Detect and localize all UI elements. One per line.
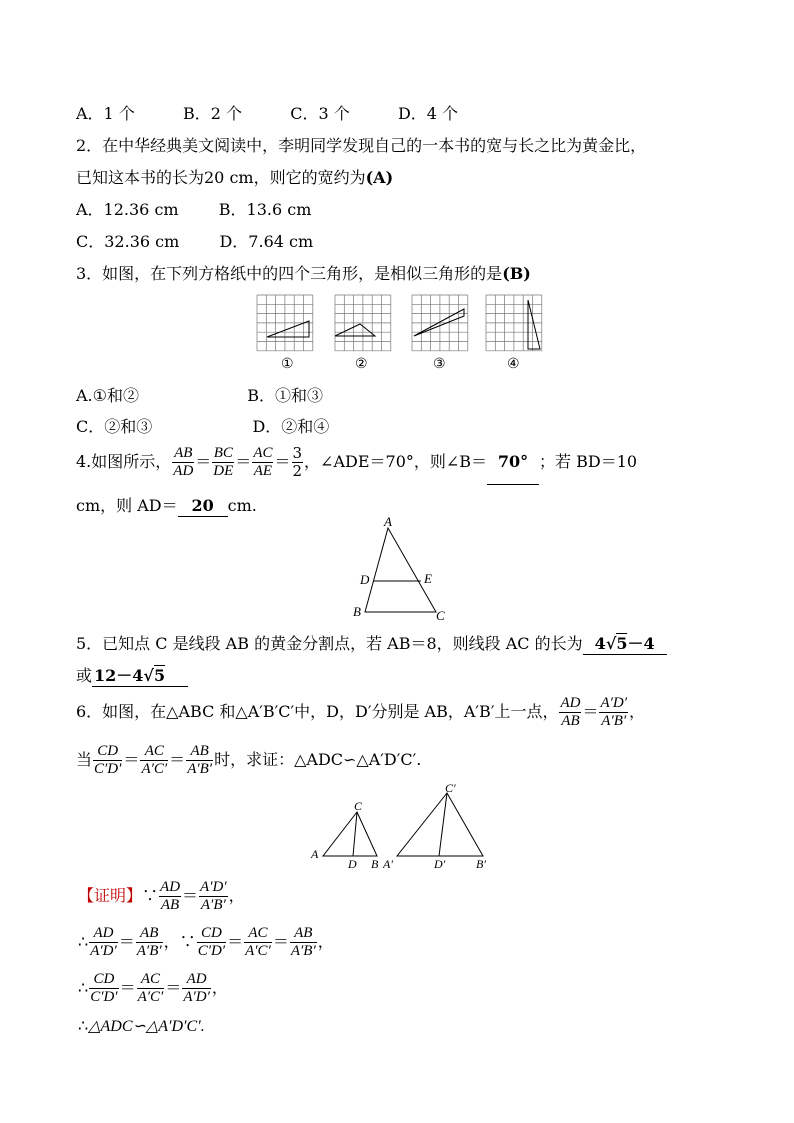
q4-line2-text: cm，则 AD＝ (76, 496, 178, 515)
q1-option-b: B．2 个 (183, 104, 243, 123)
q6-frac-ad-ab: $\frac{AD}{AB}$ (560, 695, 581, 729)
proof-line1: 【证明】∵ $\frac{AD}{AB}$ ＝ $\frac{A'D'}{A'B'}$ ， (78, 879, 245, 913)
q2-option-a: A．12.36 cm (76, 200, 179, 219)
q3-answer: (B) (502, 264, 531, 283)
q3-option-b: B．①和③ (247, 386, 323, 405)
q3-options-row2 (76, 417, 329, 437)
proof-frac-ad-ab: $\frac{AD}{AB}$ (160, 879, 181, 913)
therefore-symbol-2: ∴ (78, 978, 89, 997)
q4-frac-ac-ae: $\frac{AC}{AE}$ (253, 445, 273, 479)
q6-stem-text: 6．如图，在△ABC 和△A′B′C′中，D，D′分别是 AB，A′B′上一点， (76, 702, 559, 721)
q1-options (76, 104, 458, 124)
q4-frac-3-2: $\frac{3}{2}$ (292, 444, 303, 480)
grid-3 (412, 295, 468, 351)
q3-options-row1 (76, 386, 323, 406)
q6-frac-a1d1-a1b1: $\frac{A'D'}{A'B'}$ (600, 695, 628, 729)
grid-label-4: ④ (507, 357, 520, 372)
q6-triangle-abc (323, 812, 377, 856)
q6-point-c: C (354, 799, 363, 813)
q4-point-b: B (353, 604, 361, 619)
q4-point-c: C (436, 608, 445, 623)
q4-point-a: A (384, 514, 392, 529)
q2-options-row1 (76, 200, 311, 220)
proof-frac-ad-a1d1: $\frac{AD}{A'D'}$ (90, 925, 117, 959)
q2-stem-text: 已知这本书的长为20 cm，则它的宽约为 (76, 168, 366, 187)
triangle-1 (267, 321, 309, 337)
q6-point-c-prime: C′ (445, 781, 456, 795)
q3-grids-figure (250, 292, 550, 374)
q6-point-d-prime: D′ (434, 857, 446, 871)
proof-conclusion-text: △ADC∽△A′D′C′. (88, 1018, 205, 1035)
q4-point-e: E (424, 571, 432, 586)
q3-option-d: D．②和④ (252, 417, 330, 436)
q6-stem-line1: 6．如图，在△ABC 和△A′B′C′中，D，D′分别是 AB，A′B′上一点， $\frac{AD}{AB}$ ＝ $\frac{A'D'}{A'B'}$ ， (76, 695, 646, 729)
q6-segment-c1d1 (439, 793, 447, 856)
therefore-symbol-3: ∴ (78, 1016, 89, 1035)
proof-frac-ab-a1b1-2: $\frac{AB}{A'B'}$ (290, 925, 316, 959)
proof-frac-cd-c1d1-2: $\frac{CD}{C'D'}$ (90, 971, 118, 1005)
q4-mid-text: ；若 BD＝10 (539, 452, 638, 471)
q4-frac-bc-de: $\frac{BC}{DE}$ (213, 445, 234, 479)
q5-answer-1: 4√5－4 (583, 634, 667, 655)
grid-2 (335, 295, 391, 351)
proof-frac-a1d1-a1b1: $\frac{A'D'}{A'B'}$ (200, 879, 227, 913)
q2-option-d: D．7.64 cm (219, 232, 314, 251)
proof-frac-ad-a1d1-2: $\frac{AD}{A'D'}$ (183, 971, 210, 1005)
proof-frac-cd-c1d1: $\frac{CD}{C'D'}$ (197, 925, 226, 959)
q6-frac-ac: $\frac{AC}{A'C'}$ (141, 743, 168, 777)
because-symbol-2: ∵ (179, 932, 196, 951)
proof-line2: ∴ $\frac{AD}{A'D'}$ ＝ $\frac{AB}{A'B'}$ ，∵ $\frac{CD}{C'D'}$ ＝ $\frac{AC}{A'C'}$ ＝ $\frac{AB}{A'B'}$ ， (78, 925, 334, 959)
q6-frac-ab: $\frac{AB}{A'B'}$ (187, 743, 213, 777)
q5-stem-line2 (76, 666, 188, 687)
proof-frac-ac-a1c1-2: $\frac{AC}{A'C'}$ (137, 971, 164, 1005)
q4-stem-line1: 4.如图所示， $\frac{AB}{AD}$ ＝ $\frac{BC}{DE}$ ＝ $\frac{AC}{AE}$ ＝ $\frac{3}{2}$ ，∠ADE＝70°，则∠B＝ 70° ；若 BD＝10 (76, 440, 637, 485)
q3-stem-text: 3．如图，在下列方格纸中的四个三角形，是相似三角形的是 (76, 264, 503, 283)
q6-point-a: A (311, 847, 319, 861)
q2-stem-line2 (76, 168, 393, 188)
grid-label-1: ① (281, 357, 294, 372)
proof-line3: ∴ $\frac{CD}{C'D'}$ ＝ $\frac{AC}{A'C'}$ ＝ $\frac{AD}{A'D'}$ ， (78, 971, 228, 1005)
q2-answer: (A) (365, 168, 394, 187)
q3-stem (76, 264, 531, 284)
q2-stem-line1: 2．在中华经典美文阅读中，李明同学发现自己的一本书的宽与长之比为黄金比， (76, 136, 647, 155)
q1-option-d: D．4 个 (397, 104, 459, 123)
proof-frac-ab-a1b1: $\frac{AB}{A'B'}$ (136, 925, 162, 959)
proof-tag: 【证明】 (78, 886, 143, 905)
q4-stem-line2 (76, 496, 257, 517)
q2-options-row2 (76, 232, 313, 252)
q6-point-b: B (371, 857, 379, 871)
q6-point-d: D (348, 857, 357, 871)
q1-option-c: C．3 个 (290, 104, 350, 123)
proof-conclusion (78, 1016, 205, 1037)
q4-triangle-abc (365, 528, 436, 612)
therefore-symbol: ∴ (78, 932, 89, 951)
q3-option-a: A.①和② (76, 386, 139, 405)
q4-answer-ad: 20 (178, 496, 228, 517)
q5-stem-line1 (76, 634, 667, 655)
q6-frac-cd: $\frac{CD}{C'D'}$ (94, 743, 122, 777)
q6-triangles-figure (305, 780, 495, 872)
q1-option-a: A．1 个 (76, 104, 135, 123)
triangle-2 (335, 324, 375, 336)
q2-option-b: B．13.6 cm (218, 200, 312, 219)
q4-triangle-figure (345, 514, 455, 626)
q4-prefix: 4.如图所示， (76, 452, 172, 471)
q6-segment-cd (353, 812, 357, 856)
q3-option-c: C．②和③ (76, 417, 153, 436)
q6-stem-line2: 当 $\frac{CD}{C'D'}$ ＝ $\frac{AC}{A'C'}$ ＝ $\frac{AB}{A'B'}$ 时，求证：△ADC∽△A′D′C′. (76, 743, 422, 777)
q6-point-b-prime: B′ (476, 857, 486, 871)
proof-frac-ac-a1c1: $\frac{AC}{A'C'}$ (245, 925, 271, 959)
q5-or: 或 (76, 666, 93, 685)
q4-angle-text: ，∠ADE＝70°，则∠B＝ (304, 452, 488, 471)
q5-answer-2: 12－4√5 (92, 666, 188, 687)
q6-point-a-prime: A′ (383, 857, 393, 871)
q4-answer-angle: 70° (487, 440, 539, 485)
q2-option-c: C．32.36 cm (76, 232, 180, 251)
q6-stem-end: 时，求证：△ADC∽△A′D′C′. (214, 750, 422, 769)
grid-label-3: ③ (433, 357, 446, 372)
q4-point-d: D (360, 572, 370, 587)
q4-unit: cm. (227, 496, 257, 515)
q5-stem-text: 5．已知点 C 是线段 AB 的黄金分割点，若 AB＝8，则线段 AC 的长为 (76, 634, 583, 653)
q4-frac-ab-ad: $\frac{AB}{AD}$ (173, 445, 194, 479)
grid-label-2: ② (355, 357, 368, 372)
q6-when: 当 (76, 750, 93, 769)
because-symbol: ∵ (142, 886, 159, 905)
